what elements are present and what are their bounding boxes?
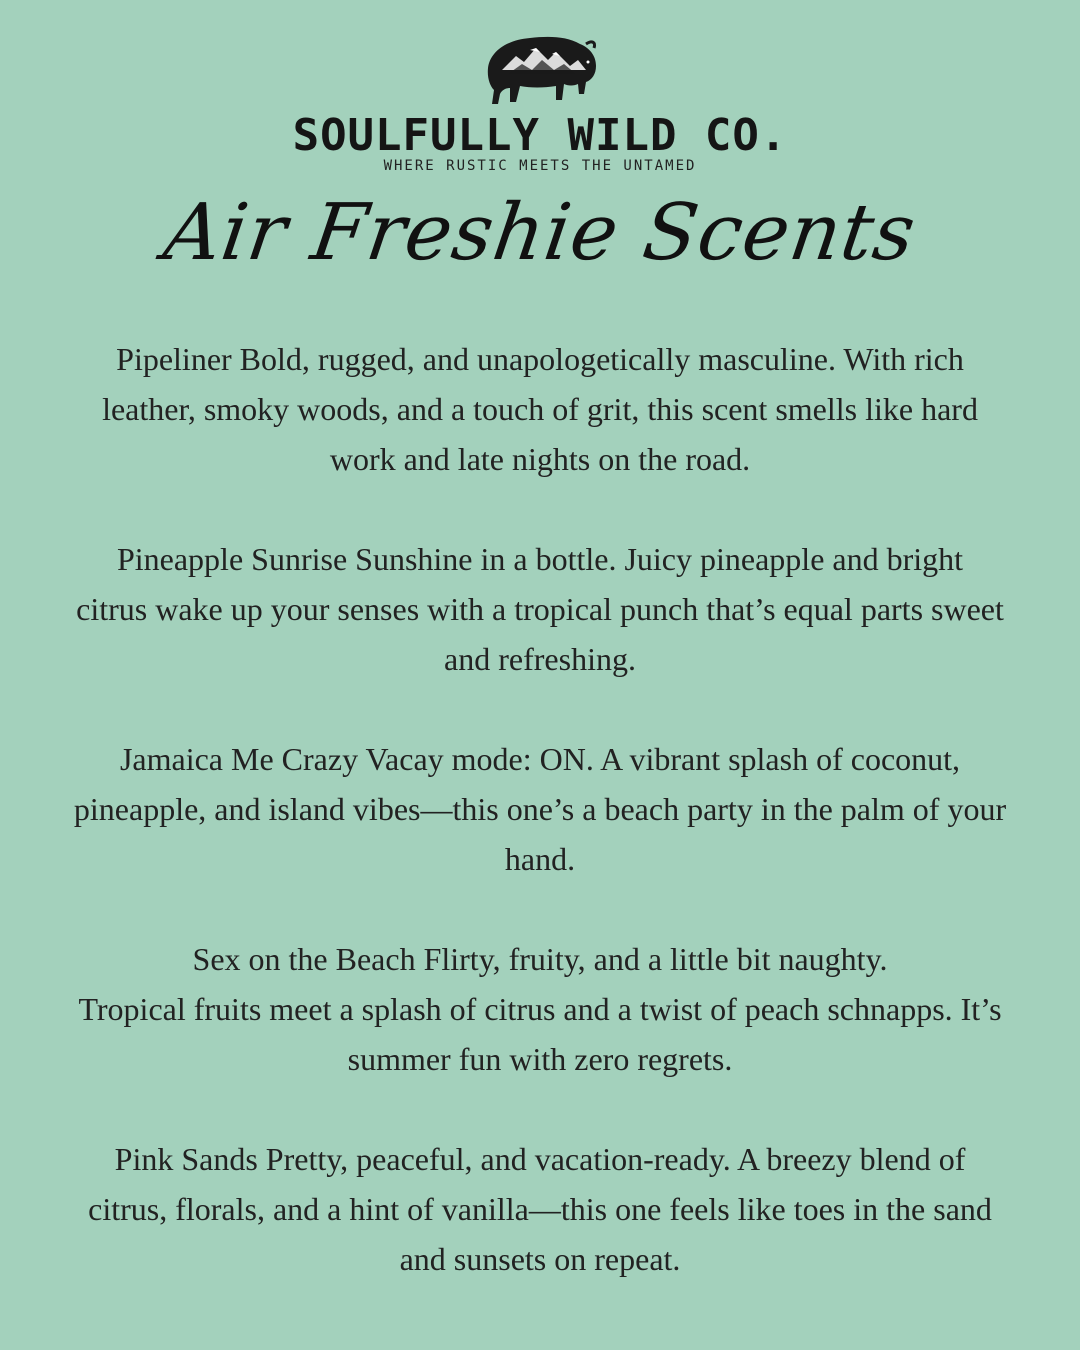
scent-line: Pipeliner Bold, rugged, and unapologetically masculine. With rich [116, 341, 964, 377]
brand-name: SOULFULLY WILD CO. [292, 110, 788, 161]
scent-line: hand. [504, 841, 576, 877]
scent-line: citrus, florals, and a hint of vanilla—this one feels like toes in the sand [88, 1191, 992, 1227]
scent-line: Tropical fruits meet a splash of citrus and a twist of peach schnapps. It’s [78, 991, 1002, 1027]
brand-tagline: WHERE RUSTIC MEETS THE UNTAMED [383, 158, 697, 174]
scent-item-sex-on-the-beach [30, 934, 1050, 1084]
scent-line: leather, smoky woods, and a touch of grit, this scent smells like hard [102, 391, 978, 427]
scent-line: and sunsets on repeat. [399, 1241, 681, 1277]
scent-item-jamaica-me-crazy [30, 734, 1050, 884]
page-title: Air Freshie Scents [158, 188, 922, 278]
scent-list [30, 334, 1050, 1284]
header [0, 0, 1080, 300]
scent-line: Pineapple Sunrise Sunshine in a bottle. Juicy pineapple and bright [116, 541, 964, 577]
scent-line: Pink Sands Pretty, peaceful, and vacation-ready. A breezy blend of [114, 1141, 966, 1177]
scent-line: citrus wake up your senses with a tropical punch that’s equal parts sweet [76, 591, 1004, 627]
scent-line: summer fun with zero regrets. [347, 1041, 733, 1077]
scent-line: pineapple, and island vibes—this one’s a beach party in the palm of your [73, 791, 1007, 827]
scent-line: Jamaica Me Crazy Vacay mode: ON. A vibrant splash of coconut, [119, 741, 961, 777]
scent-item-pipeliner [30, 334, 1050, 484]
scent-line: Sex on the Beach Flirty, fruity, and a little bit naughty. [192, 941, 888, 977]
scent-line: work and late nights on the road. [329, 441, 751, 477]
scent-item-pineapple-sunrise [30, 534, 1050, 684]
scent-item-pink-sands [30, 1134, 1050, 1284]
scent-line: and refreshing. [444, 641, 636, 677]
bison-mountain-icon [478, 30, 604, 108]
